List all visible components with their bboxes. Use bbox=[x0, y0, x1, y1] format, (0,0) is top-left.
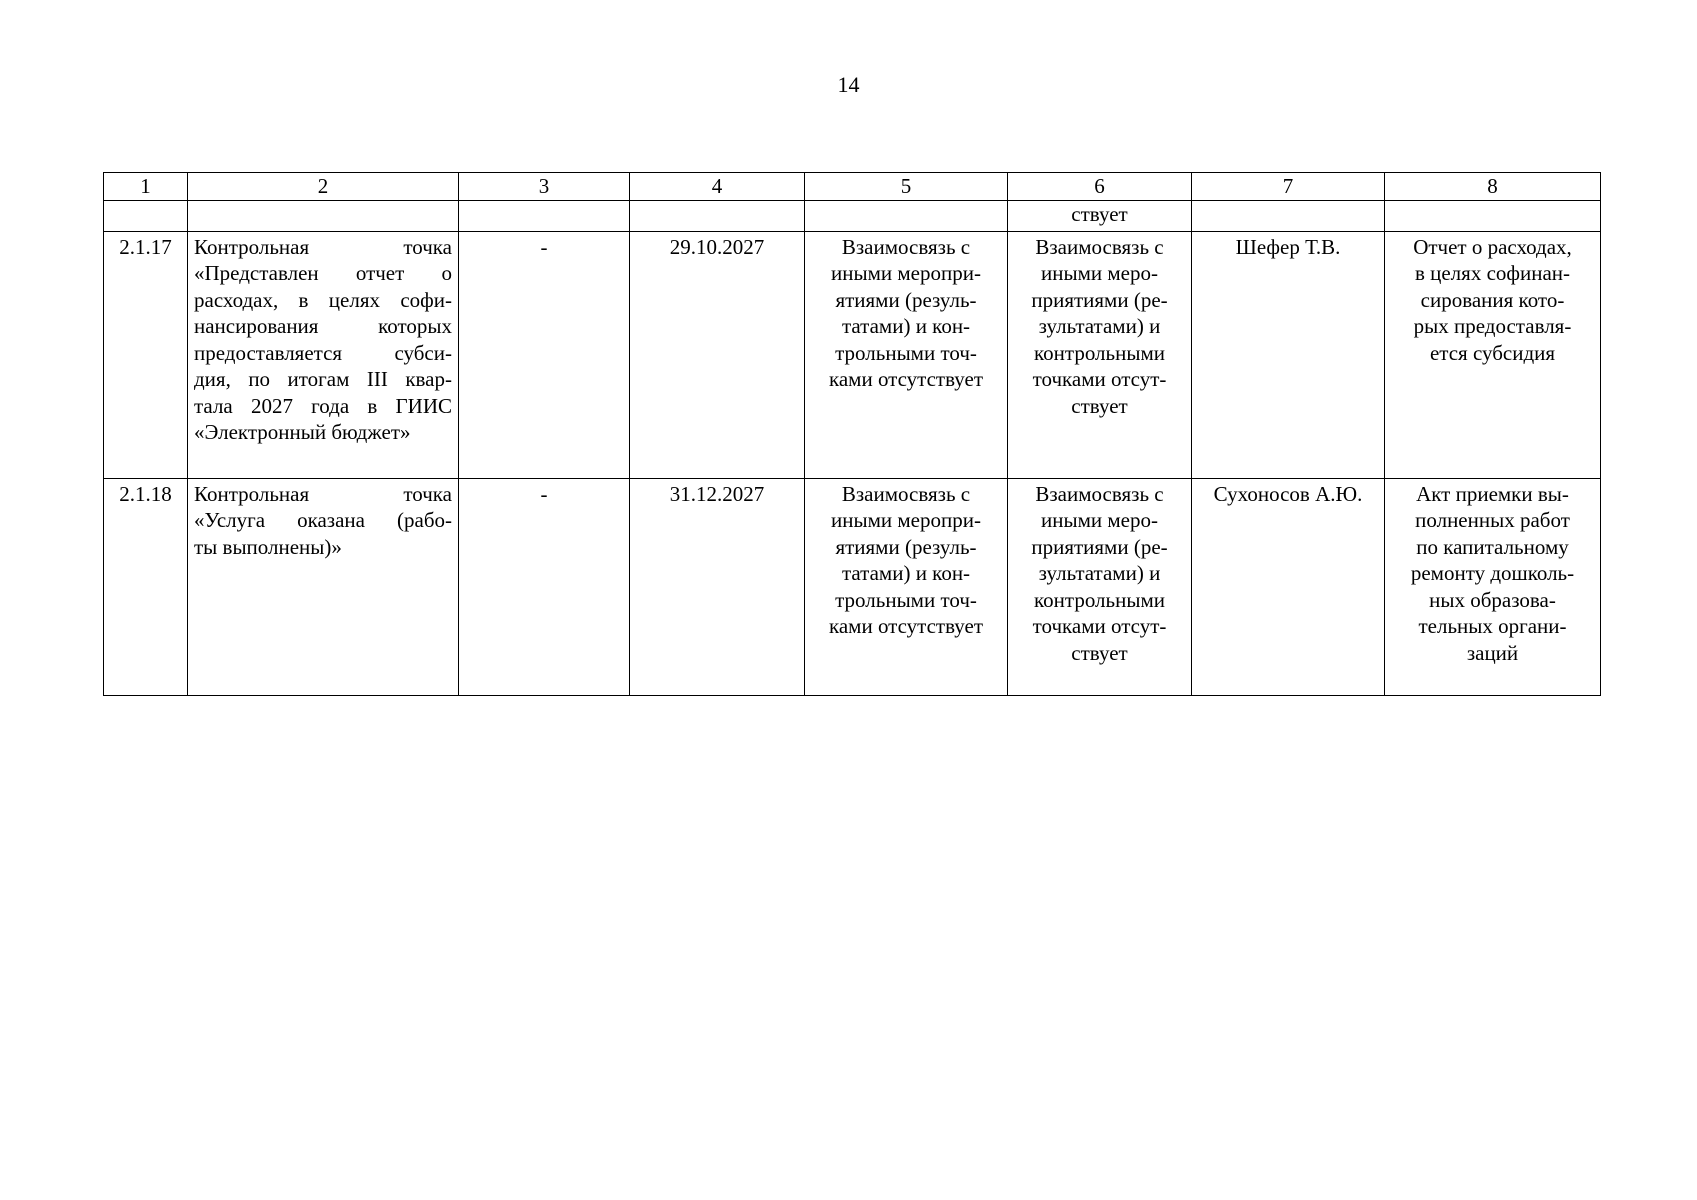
cell-line: иными меро- bbox=[1041, 508, 1158, 532]
description-line: «Электронный бюджет» bbox=[194, 420, 411, 444]
column-header: 6 bbox=[1008, 173, 1192, 201]
column-header: 2 bbox=[188, 173, 459, 201]
description-line: предоставляется субси- bbox=[194, 340, 452, 365]
column-header: 8 bbox=[1385, 173, 1601, 201]
cell-line: по капитальному bbox=[1416, 534, 1569, 559]
column-header: 5 bbox=[805, 173, 1008, 201]
cell-line: контрольными bbox=[1034, 587, 1165, 612]
column-header: 1 bbox=[104, 173, 188, 201]
description-line: нансирования которых bbox=[194, 314, 452, 338]
cell-line: ствует bbox=[1071, 393, 1128, 418]
cell-line: ками отсутствует bbox=[828, 614, 984, 638]
control-points-table bbox=[103, 172, 1601, 696]
continuation-row bbox=[104, 200, 1601, 231]
cell-line: ных образова- bbox=[1429, 587, 1556, 612]
cell-line: иными меропри- bbox=[831, 261, 981, 285]
control-point-description bbox=[188, 231, 459, 478]
cell-line: точками отсут- bbox=[1032, 367, 1167, 391]
description-line: Контрольная точка bbox=[194, 234, 452, 259]
cell-line: приятиями (ре- bbox=[1031, 534, 1168, 559]
cell-line: Отчет о расходах, bbox=[1413, 234, 1572, 259]
table-cell bbox=[104, 200, 188, 231]
description-line: дия, по итогам III квар- bbox=[194, 367, 452, 391]
description-line: расходах, в целях софи- bbox=[194, 287, 452, 312]
cell-line: Акт приемки вы- bbox=[1416, 481, 1569, 506]
description-line: «Представлен отчет о bbox=[194, 261, 452, 285]
cell-line: тельных органи- bbox=[1418, 614, 1567, 638]
table-cell bbox=[188, 200, 459, 231]
row-number: 2.1.17 bbox=[104, 231, 188, 478]
relation-to-measures bbox=[805, 478, 1008, 695]
cell-line: точками отсут- bbox=[1032, 614, 1167, 638]
cell-line: сирования кото- bbox=[1420, 287, 1565, 312]
responsible-person: Шефер Т.В. bbox=[1192, 231, 1385, 478]
cell-line: ется субсидия bbox=[1429, 340, 1556, 365]
description-line: ты выполнены)» bbox=[194, 534, 342, 559]
cell-line: Взаимосвязь с bbox=[1035, 481, 1164, 506]
cell-line: татами) и кон- bbox=[841, 561, 971, 585]
cell-line: Взаимосвязь с bbox=[841, 481, 971, 506]
column-header: 4 bbox=[630, 173, 805, 201]
date-cell: 29.10.2027 bbox=[630, 231, 805, 478]
cell-line: иными меропри- bbox=[831, 508, 981, 532]
description-line: «Услуга оказана (рабо- bbox=[194, 508, 452, 532]
cell-line: зультатами) и bbox=[1038, 561, 1161, 585]
document-type bbox=[1385, 478, 1601, 695]
cell-line: зультатами) и bbox=[1038, 314, 1161, 338]
column-3-value: - bbox=[459, 231, 630, 478]
table-row bbox=[104, 478, 1601, 695]
cell-line: трольными точ- bbox=[835, 587, 977, 612]
table-cell bbox=[805, 200, 1008, 231]
cell-line: приятиями (ре- bbox=[1031, 287, 1168, 312]
cell-line: рых предоставля- bbox=[1413, 314, 1572, 338]
relation-to-results bbox=[1008, 231, 1192, 478]
cell-line: контрольными bbox=[1034, 340, 1165, 365]
table-cell bbox=[459, 200, 630, 231]
page-number: 14 bbox=[837, 72, 860, 97]
table-row bbox=[104, 231, 1601, 478]
relation-to-results bbox=[1008, 478, 1192, 695]
description-line: Контрольная точка bbox=[194, 481, 452, 506]
document-type bbox=[1385, 231, 1601, 478]
column-3-value: - bbox=[459, 478, 630, 695]
cell-line: ятиями (резуль- bbox=[835, 534, 977, 559]
cell-line: заций bbox=[1466, 640, 1519, 665]
responsible-person: Сухоносов А.Ю. bbox=[1192, 478, 1385, 695]
cell-line: ятиями (резуль- bbox=[835, 287, 977, 312]
cell-line: ками отсутствует bbox=[828, 367, 984, 391]
table-cell bbox=[1385, 200, 1601, 231]
cell-line: Взаимосвязь с bbox=[841, 234, 971, 259]
cell-line: полненных работ bbox=[1415, 508, 1570, 532]
cell-line: в целях софинан- bbox=[1414, 261, 1571, 285]
cell-line: татами) и кон- bbox=[841, 314, 971, 338]
relation-to-measures bbox=[805, 231, 1008, 478]
row-number: 2.1.18 bbox=[104, 478, 188, 695]
control-point-description bbox=[188, 478, 459, 695]
table-cell: ствует bbox=[1008, 200, 1192, 231]
column-header: 7 bbox=[1192, 173, 1385, 201]
cell-line: ремонту дошколь- bbox=[1410, 561, 1575, 585]
cell-line: ствует bbox=[1071, 640, 1128, 665]
table-cell bbox=[1192, 200, 1385, 231]
description-line: тала 2027 года в ГИИС bbox=[194, 393, 452, 418]
table-cell bbox=[630, 200, 805, 231]
cell-line: трольными точ- bbox=[835, 340, 977, 365]
cell-line: Взаимосвязь с bbox=[1035, 234, 1164, 259]
column-number-row bbox=[104, 173, 1601, 201]
cell-line: иными меро- bbox=[1041, 261, 1158, 285]
date-cell: 31.12.2027 bbox=[630, 478, 805, 695]
column-header: 3 bbox=[459, 173, 630, 201]
